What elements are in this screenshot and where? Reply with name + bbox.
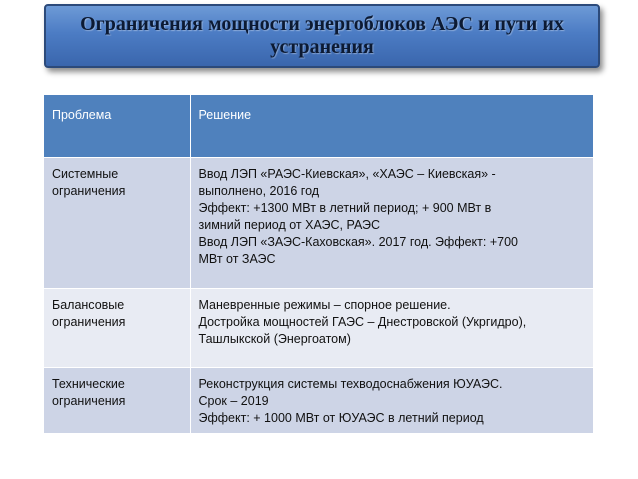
problem-cell (44, 289, 190, 368)
table-row (44, 289, 593, 368)
problem-line: ограничения (52, 184, 126, 198)
solution-cell (190, 158, 593, 289)
slide-title: Ограничения мощности энергоблоков АЭС и пути их устранения (80, 13, 564, 58)
solution-cell (190, 368, 593, 434)
limitations-table (44, 95, 594, 434)
solution-line: Срок – 2019 (198, 394, 269, 408)
problem-cell (44, 158, 190, 289)
problem-line: Технические (52, 377, 125, 391)
header-solution: Решение (190, 95, 593, 158)
limitations-table-container (44, 95, 593, 434)
solution-line: зимний период от ХАЭС, РАЭС (198, 218, 381, 232)
solution-line: Эффект: +1300 МВт в летний период; + 900 МВт в (198, 201, 492, 215)
solution-line: Ввод ЛЭП «ЗАЭС-Каховская». 2017 год. Эффект: +700 (198, 235, 518, 249)
table-row (44, 368, 593, 434)
table-row (44, 158, 593, 289)
problem-line: Системные (52, 167, 119, 181)
solution-line: Достройка мощностей ГАЭС – Днестровской (Укргидро), (198, 315, 527, 329)
title-banner (44, 4, 600, 68)
solution-line: Эффект: + 1000 МВт от ЮУАЭС в летний период (198, 411, 484, 425)
problem-cell (44, 368, 190, 434)
solution-line: Маневренные режимы – спорное решение. (198, 298, 451, 312)
solution-line: выполнено, 2016 год (198, 184, 320, 198)
problem-line: ограничения (52, 315, 126, 329)
header-problem: Проблема (44, 95, 190, 158)
solution-cell (190, 289, 593, 368)
solution-line: Ташлыкской (Энергоатом) (198, 332, 351, 346)
table-header-row (44, 95, 593, 158)
solution-line: Реконструкция системы техводоснабжения ЮУАЭС. (198, 377, 503, 391)
problem-line: ограничения (52, 394, 126, 408)
solution-line: Ввод ЛЭП «РАЭС-Киевская», «ХАЭС – Киевская» - (198, 167, 496, 181)
problem-line: Балансовые (52, 298, 125, 312)
solution-line: МВт от ЗАЭС (198, 252, 276, 266)
